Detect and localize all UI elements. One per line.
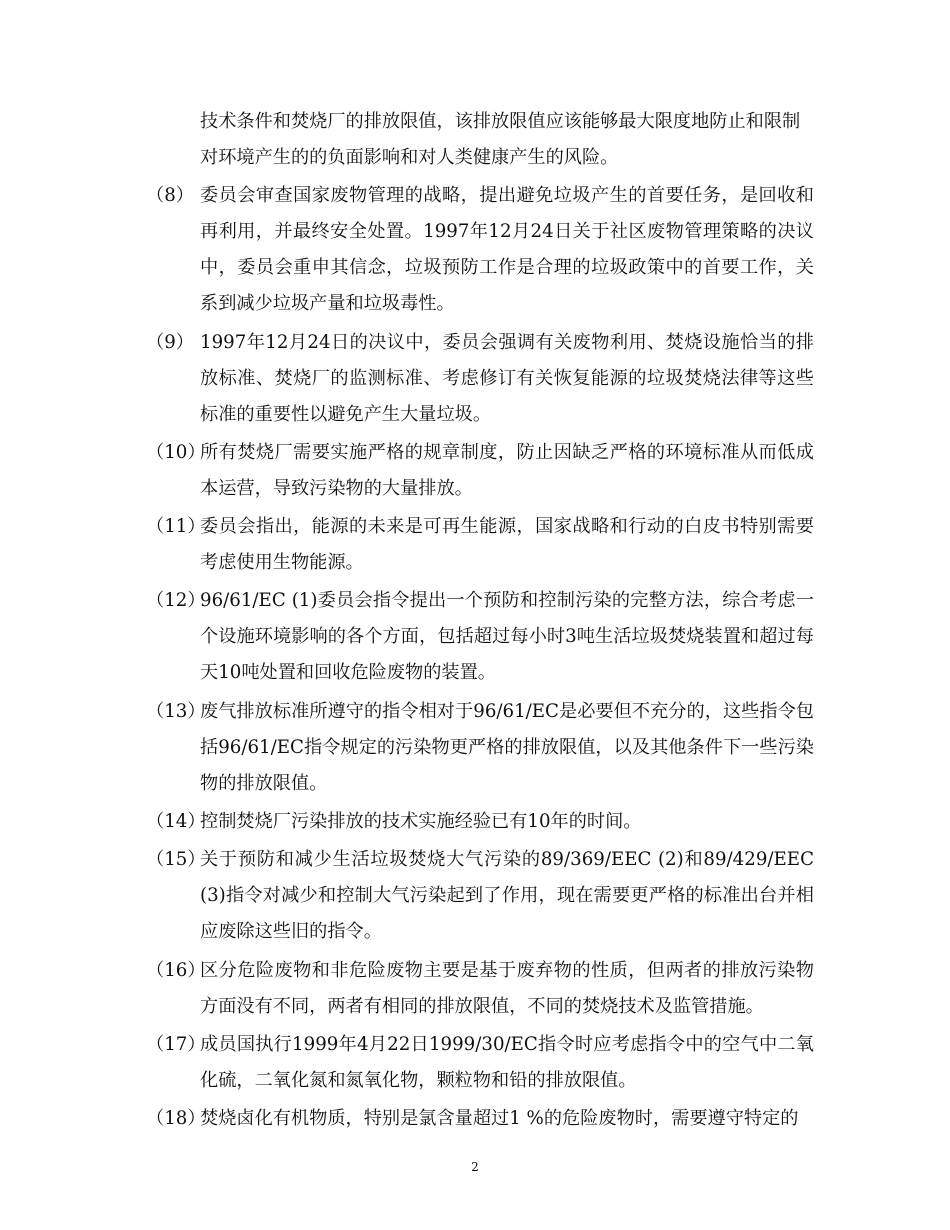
recital-number: （17） (146, 1033, 206, 1055)
continued-paragraph: 技术条件和焚烧厂的排放限值，该排放限值应该能够最大限度地防止和限制对环境产生的的负面影响和对人类健康产生的风险。 (200, 111, 801, 168)
recital-item (146, 694, 814, 802)
recital-number: （10） (146, 441, 206, 463)
recital-item (146, 325, 814, 433)
page-number: 2 (471, 1160, 479, 1174)
recital-item (146, 804, 814, 840)
recital-text: 焚烧卤化有机物质，特别是氯含量超过1 %的危险废物时，需要遵守特定的 (200, 1108, 799, 1130)
recital-text: 96/61/EC (1)委员会指令提出一个预防和控制污染的完整方法，综合考虑一个设施环境影响的各个方面，包括超过每小时3吨生活垃圾焚烧装置和超过每天10吨处置和回收危险废物的装置。 (200, 590, 814, 684)
recital-text: 成员国执行1999年4月22日1999/30/EC指令时应考虑指令中的空气中二氧化硫，二氧化氮和氮氧化物，颗粒物和铅的排放限值。 (200, 1033, 814, 1091)
recital-item (146, 583, 814, 691)
recital-text: 区分危险废物和非危险废物主要是基于废弃物的性质，但两者的排放污染物方面没有不同，两者有相同的排放限值，不同的焚烧技术及监管措施。 (200, 959, 814, 1017)
recital-item (146, 1101, 814, 1137)
recital-number: （16） (146, 959, 206, 981)
recital-item (146, 435, 814, 507)
recital-text: 委员会指出，能源的未来是可再生能源，国家战略和行动的白皮书特别需要考虑使用生物能源。 (200, 516, 814, 574)
recital-text: 所有焚烧厂需要实施严格的规章制度，防止因缺乏严格的环境标准从而低成本运营，导致污染物的大量排放。 (200, 441, 814, 499)
recital-number: （14） (146, 811, 206, 833)
recital-number: （8） (146, 185, 194, 207)
recital-number: （9） (146, 331, 194, 353)
recital-text: 废气排放标准所遵守的指令相对于96/61/EC是必要但不充分的，这些指令包括96/61/EC指令规定的污染物更严格的排放限值，以及其他条件下一些污染物的排放限值。 (200, 700, 814, 794)
recital-text: 1997年12月24日的决议中，委员会强调有关废物利用、焚烧设施恰当的排放标准、焚烧厂的监测标准、考虑修订有关恢复能源的垃圾焚烧法律等这些标准的重要性以避免产生大量垃圾。 (200, 331, 814, 425)
recital-item (146, 842, 814, 950)
recital-number: （11） (146, 516, 206, 538)
recital-number: （18） (146, 1108, 206, 1130)
recital-item (146, 953, 814, 1025)
recital-item (146, 509, 814, 581)
recital-number: （13） (146, 700, 206, 722)
recital-text: 关于预防和减少生活垃圾焚烧大气污染的89/369/EEC (2)和89/429/EEC (3)指令对减少和控制大气污染起到了作用，现在需要更严格的标准出台并相应废除这些旧的指令。 (200, 849, 814, 943)
recital-text: 控制焚烧厂污染排放的技术实施经验已有10年的时间。 (200, 811, 642, 833)
recital-item (146, 178, 814, 322)
recital-text: 委员会审查国家废物管理的战略，提出避免垃圾产生的首要任务，是回收和再利用，并最终安全处置。1997年12月24日关于社区废物管理策略的决议中，委员会重申其信念，垃圾预防工作是合理的垃圾政策中的首要工作，关系到减少垃圾产量和垃圾毒性。 (200, 185, 814, 315)
document-body (146, 104, 814, 1137)
recital-list (146, 178, 814, 1137)
recital-item (146, 1027, 814, 1099)
recital-number: （12） (146, 590, 206, 612)
recital-number: （15） (146, 849, 206, 871)
